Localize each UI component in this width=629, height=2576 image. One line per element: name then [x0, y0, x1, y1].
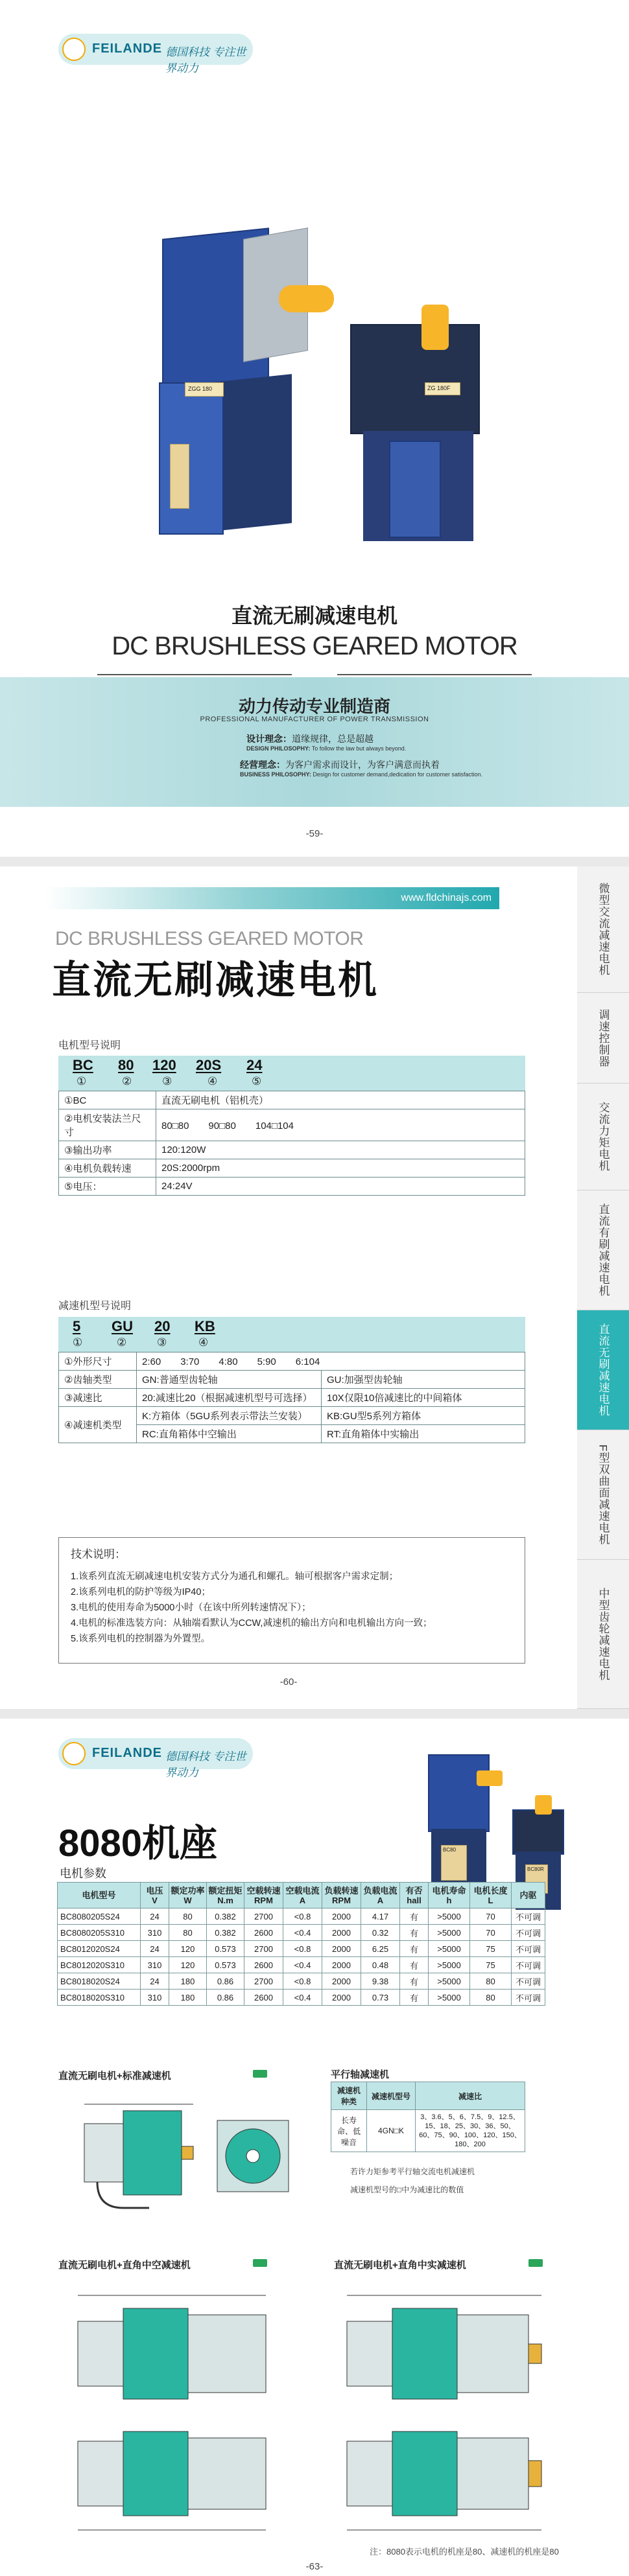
motor-label-2: BC80R [527, 1866, 544, 1872]
table-cell: BC8018020S310 [58, 1990, 141, 2006]
table-row: ②电机安装法兰尺寸 80□80 90□80 104□104 [59, 1109, 525, 1141]
table-cell: 310 [141, 1990, 169, 2006]
table-cell: BC8012020S310 [58, 1957, 141, 1973]
table-cell: 2600 [244, 1925, 283, 1941]
table-cell: 有 [400, 1973, 429, 1990]
table-row: ⑤电压： 24:24V [59, 1178, 525, 1196]
sidebar-item-active[interactable]: 直流无刷减速电机 [577, 1310, 629, 1430]
code-part: 5 [73, 1318, 81, 1334]
table-cell: >5000 [429, 1973, 470, 1990]
standard-gear-drawing [58, 2085, 318, 2234]
motor-code-bar [58, 1056, 525, 1091]
table-row: RC:直角箱体中空输出 RT:直角箱体中实输出 [59, 1425, 525, 1443]
code-part: 20 [154, 1318, 171, 1334]
table-cell: 6.25 [361, 1941, 400, 1957]
table-cell: 2000 [322, 1957, 361, 1973]
table-cell: 2600 [244, 1957, 283, 1973]
table-cell: BC8012020S24 [58, 1941, 141, 1957]
table-cell: 2000 [322, 1990, 361, 2006]
tech-notes [58, 1537, 525, 1664]
catalog-page-63 [0, 1719, 629, 2576]
table-cell: 有 [400, 1909, 429, 1925]
list-item: 3.电机的使用寿命为5000小时（在该中所列转速情况下）； [71, 1603, 311, 1613]
table-row [58, 1957, 545, 1973]
table-cell: 2700 [244, 1973, 283, 1990]
page-title-cn: 直流无刷减速电机 [231, 604, 398, 627]
motor-model-title: 电机型号说明 [58, 1040, 121, 1051]
tech-title: 技术说明： [71, 1548, 126, 1561]
code-part: KB [195, 1318, 215, 1334]
table-cell: 2600 [244, 1990, 283, 2006]
code-num: ② [122, 1075, 132, 1087]
table-cell: >5000 [429, 1957, 470, 1973]
code-part: 120 [152, 1057, 176, 1073]
table-row: ①BC 直流无刷电机（铝机壳） [59, 1091, 525, 1109]
table-cell: 0.73 [361, 1990, 400, 2006]
gear-note: 减速机型号的□中为减速比的数值 [350, 2185, 464, 2194]
list-item: 1.该系列直流无刷减速电机安装方式分为通孔和螺孔。轴可根据客户需求定制； [71, 1572, 399, 1582]
gear-code-bar [58, 1317, 525, 1352]
sidebar-item[interactable]: 调速控制器 [577, 993, 629, 1084]
brand-logo [58, 1738, 253, 1780]
divider-left [97, 674, 292, 675]
code-part: GU [112, 1318, 133, 1334]
table-cell: 有 [400, 1957, 429, 1973]
table-cell: 0.86 [207, 1990, 244, 2006]
gear-model-title: 减速机型号说明 [58, 1301, 132, 1312]
code-num: ① [77, 1075, 87, 1087]
table-row: ①外形尺寸 2:60 3:70 4:80 5:90 6:104 [59, 1352, 525, 1371]
table-cell: 80 [169, 1925, 207, 1941]
table-row: ④减速机类型 K:方箱体（5GU系列表示带法兰安装） KB:GU型5系列方箱体 [59, 1407, 525, 1425]
table-cell: 120 [169, 1941, 207, 1957]
table-cell: <0.8 [283, 1909, 322, 1925]
website-link[interactable]: www.fldchinajs.com [401, 892, 492, 903]
page-title-en: DC BRUSHLESS GEARED MOTOR [55, 928, 364, 949]
business-philosophy: 经营理念：为客户需求而设计，为客户满意而执着 BUSINESS PHILOSOPHY: Design for customer demand,dedication for customer satisfaction. [240, 760, 482, 778]
diagram-title-hollow: 直流无刷电机+直角中空减速机 [58, 2260, 191, 2271]
certification-icon [253, 2259, 267, 2267]
gear-spec-table [58, 1352, 525, 1443]
footnote: 注：8080表示电机的机座是80、减速机的机座是80 [370, 2547, 559, 2557]
table-cell: 不可调 [512, 1957, 545, 1973]
table-cell: 0.382 [207, 1909, 244, 1925]
table-cell: 0.86 [207, 1973, 244, 1990]
table-row: ②齿轴类型 GN:普通型齿轮轴 GU:加强型齿轮轴 [59, 1371, 525, 1389]
table-cell: 80 [470, 1973, 512, 1990]
diagram-title-solid: 直流无刷电机+直角中实减速机 [334, 2260, 466, 2271]
table-cell: BC8080205S310 [58, 1925, 141, 1941]
gear-note: 若许力矩参考平行轴交流电机减速机 [350, 2167, 475, 2176]
table-cell: <0.4 [283, 1925, 322, 1941]
brand-logo [58, 34, 253, 75]
code-num: ④ [208, 1075, 218, 1087]
hollow-gear-drawing [58, 2276, 318, 2542]
table-cell: 0.573 [207, 1941, 244, 1957]
table-cell: >5000 [429, 1909, 470, 1925]
motor-label-1: ZGG 180 [188, 386, 213, 392]
code-part: 80 [118, 1057, 134, 1073]
motor-param-table: 电机型号 电压 V 额定功率 W 额定扭矩 N.m 空载转速 RPM 空载电流 A 负载转速 RPM 负载电流 A 有否 hall 电机寿命 h 电机长度 L 内驱 BC8080205S24 24 80 0.382 2700 <0.8 2000 4.17 有 >5000 70 不可调 BC8080205S310 310 80 0.382 2600 <0.4 2000 0.32 有 >5000 70 不可调 BC8012020S24 24 120 0.573 2700 <0.8 2000 6.25 有 >5000 75 不可调 BC8012020S310 310 120 0.573 2600 <0.4 2000 0.48 有 >5000 75 不可调 BC8018020S24 24 180 0.86 2700 <0.8 2000 9.38 有 >5000 80 不可调 BC8018020S310 310 180 0.86 2600 <0.4 2000 0.73 有 >5000 80 不可调 [57, 1882, 545, 2006]
page-number: -60- [279, 1677, 298, 1688]
headline-en: PROFESSIONAL MANUFACTURER OF POWER TRANSMISSION [200, 715, 429, 723]
sidebar-item[interactable]: 微型交流减速电机 [577, 866, 629, 993]
url-banner [45, 887, 499, 909]
section-title: 8080机座 [58, 1822, 218, 1864]
brand-name: FEILANDE [92, 1746, 162, 1760]
table-cell: 有 [400, 1941, 429, 1957]
sidebar-item[interactable]: 中型齿轮减速电机 [577, 1560, 629, 1709]
catalog-page-59 [0, 0, 629, 857]
headline-cn: 动力传动专业制造商 [238, 697, 390, 716]
certification-icon [528, 2259, 543, 2267]
diagram-title-standard: 直流无刷电机+标准减速机 [58, 2071, 171, 2082]
table-cell: 80 [470, 1990, 512, 2006]
params-title: 电机参数 [60, 1867, 106, 1880]
divider-right [337, 674, 532, 675]
table-cell: 0.382 [207, 1925, 244, 1941]
table-row [58, 1909, 545, 1925]
table-cell: 不可调 [512, 1973, 545, 1990]
table-cell: 不可调 [512, 1990, 545, 2006]
table-cell: 不可调 [512, 1909, 545, 1925]
table-cell: 0.573 [207, 1957, 244, 1973]
parallel-gear-table: 减速机种类 减速机型号 减速比 长寿命、低噪音 4GN□K 3、3.6、5、6、7.5、9、12.5、15、18、25、30、36、50、60、75、90、100、120、150、180、200 [331, 2082, 525, 2152]
code-num: ⑤ [252, 1075, 262, 1087]
brand-slogan: 德国科技 专注世界动力 [165, 46, 246, 75]
table-cell: 24 [141, 1909, 169, 1925]
table-cell: 75 [470, 1941, 512, 1957]
table-cell: >5000 [429, 1925, 470, 1941]
table-cell: 2000 [322, 1973, 361, 1990]
table-cell: 2000 [322, 1909, 361, 1925]
list-item: 4.电机的标准选装方向：从轴端看默认为CCW,减速机的输出方向和电机输出方向一致； [71, 1618, 433, 1629]
code-part: 20S [196, 1057, 222, 1073]
table-cell: 310 [141, 1925, 169, 1941]
brand-slogan: 德国科技 专注世界动力 [165, 1750, 246, 1780]
motor-label-2: ZG 180F [427, 385, 451, 391]
table-cell: <0.4 [283, 1957, 322, 1973]
table-cell: <0.4 [283, 1990, 322, 2006]
certification-icon [253, 2070, 267, 2078]
page-number: -63- [305, 2561, 324, 2572]
table-cell: 0.32 [361, 1925, 400, 1941]
category-sidebar [577, 866, 629, 1709]
code-num: ④ [198, 1336, 209, 1349]
table-cell: >5000 [429, 1941, 470, 1957]
motor-spec-table [58, 1091, 525, 1196]
table-cell: >5000 [429, 1990, 470, 2006]
design-philosophy: 设计理念：道缘规律，总是超越 DESIGN PHILOSOPHY: To follow the law but always beyond. [246, 734, 407, 752]
code-num: ① [73, 1336, 83, 1349]
table-cell: 2700 [244, 1909, 283, 1925]
table-row [58, 1925, 545, 1941]
table-cell: 180 [169, 1990, 207, 2006]
table-cell: 24 [141, 1973, 169, 1990]
page-title-cn: 直流无刷减速电机 [52, 958, 379, 1002]
code-num: ③ [157, 1336, 167, 1349]
table-cell: 120 [169, 1957, 207, 1973]
page-number: -59- [305, 828, 324, 839]
table-cell: 70 [470, 1925, 512, 1941]
table-cell: 2000 [322, 1941, 361, 1957]
logo-mark [62, 38, 86, 61]
table-row [58, 1990, 545, 2006]
table-cell: 有 [400, 1925, 429, 1941]
table-cell: 9.38 [361, 1973, 400, 1990]
list-item: 2.该系列电机的防护等级为IP40； [71, 1587, 211, 1597]
list-item: 5.该系列电机的控制器为外置型。 [71, 1634, 211, 1644]
table-row: 长寿命、低噪音 4GN□K 3、3.6、5、6、7.5、9、12.5、15、18、25、30、36、50、60、75、90、100、120、150、180、200 [331, 2110, 525, 2152]
solid-gear-drawing [334, 2276, 593, 2542]
brand-name: FEILANDE [92, 41, 162, 56]
table-row: ④电机负载转速 20S:2000rpm [59, 1159, 525, 1178]
sidebar-item[interactable]: 交流力矩电机 [577, 1084, 629, 1190]
table-row [58, 1973, 545, 1990]
page-title-en: DC BRUSHLESS GEARED MOTOR [112, 632, 517, 660]
table-cell: 24 [141, 1941, 169, 1957]
table-cell: 不可调 [512, 1941, 545, 1957]
table-cell: 2000 [322, 1925, 361, 1941]
table-cell: BC8080205S24 [58, 1909, 141, 1925]
table-cell: 不可调 [512, 1925, 545, 1941]
table-cell: 80 [169, 1909, 207, 1925]
code-part: 24 [246, 1057, 263, 1073]
table-row [58, 1941, 545, 1957]
sidebar-item[interactable]: 直流有刷减速电机 [577, 1190, 629, 1310]
catalog-page-60 [0, 866, 629, 1709]
table-cell: 4.17 [361, 1909, 400, 1925]
table-cell: 180 [169, 1973, 207, 1990]
logo-mark [62, 1742, 86, 1765]
code-part: BC [73, 1057, 93, 1073]
table-cell: <0.8 [283, 1973, 322, 1990]
table-cell: BC8018020S24 [58, 1973, 141, 1990]
motor-label-1: BC80 [443, 1847, 457, 1853]
table-cell: 310 [141, 1957, 169, 1973]
table-row: ③减速比 20:减速比20（根据减速机型号可选择） 10X仅限10倍减速比的中间箱体 [59, 1389, 525, 1407]
code-num: ③ [162, 1075, 172, 1087]
table-cell: 70 [470, 1909, 512, 1925]
table-cell: 75 [470, 1957, 512, 1973]
table-cell: 2700 [244, 1941, 283, 1957]
code-num: ② [117, 1336, 127, 1349]
table-cell: 有 [400, 1990, 429, 2006]
gear-table-title: 平行轴减速机 [331, 2069, 390, 2080]
table-cell: 0.48 [361, 1957, 400, 1973]
table-row: ③输出功率 120:120W [59, 1141, 525, 1159]
table-cell: <0.8 [283, 1941, 322, 1957]
sidebar-item[interactable]: F型双曲面减速电机 [577, 1430, 629, 1560]
